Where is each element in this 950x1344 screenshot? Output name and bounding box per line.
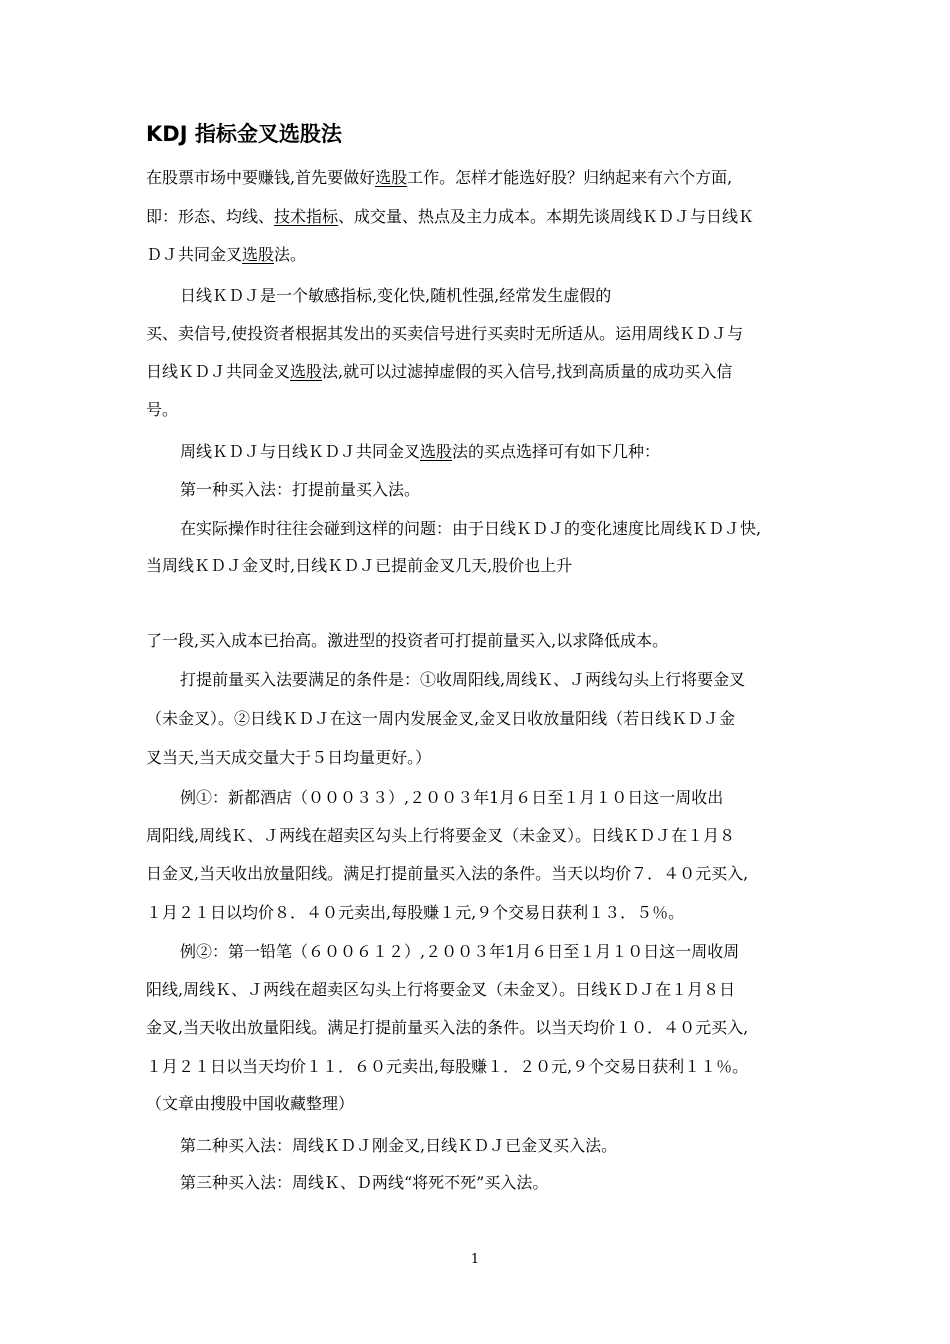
text-segment: 周线ＫＤＪ与日线ＫＤＪ共同金叉 <box>180 442 421 461</box>
text-segment: 在股票市场中要赚钱,首先要做好 <box>146 168 376 187</box>
text-segment: 即：形态、均线、 <box>146 207 275 226</box>
paragraph-line <box>146 1094 354 1114</box>
text-segment: 周阳线,周线Ｋ、Ｊ两线在超卖区勾头上行将要金叉（未金叉）。日线ＫＤＪ在１月８ <box>146 826 736 845</box>
paragraph-line <box>146 748 431 768</box>
text-segment: 第三种买入法：周线Ｋ、Ｄ两线“将死不死”买入法。 <box>180 1173 549 1192</box>
text-segment: 、成交量、热点及主力成本。本期先谈周线ＫＤＪ与日线Ｋ <box>338 207 755 226</box>
text-segment: 日金叉,当天收出放量阳线。满足打提前量买入法的条件。当天以均价７．４０元买入, <box>146 864 749 883</box>
text-segment: 例①：新都酒店（０００３３）,２００３年1月６日至１月１０日这一周收出 <box>180 788 724 807</box>
paragraph-line <box>146 631 668 651</box>
text-segment: 工作。怎样才能选好股？归纳起来有六个方面, <box>407 168 733 187</box>
underlined-link[interactable]: 选股 <box>242 245 275 264</box>
paragraph-line <box>146 980 735 1000</box>
text-segment: 法的买点选择可有如下几种： <box>452 442 661 461</box>
text-segment: 第一种买入法：打提前量买入法。 <box>180 480 421 499</box>
paragraph-line <box>180 286 611 306</box>
paragraph-line <box>146 903 684 923</box>
paragraph-line <box>180 1173 548 1193</box>
text-segment: 叉当天,当天成交量大于５日均量更好。） <box>146 748 432 767</box>
text-segment: 法。 <box>274 245 307 264</box>
paragraph-line <box>146 168 732 188</box>
paragraph-line <box>146 1018 748 1038</box>
paragraph-line <box>146 207 754 227</box>
text-segment: 打提前量买入法要满足的条件是：①收周阳线,周线Ｋ、Ｊ两线勾头上行将要金叉 <box>180 670 746 689</box>
underlined-link[interactable]: 选股 <box>375 168 408 187</box>
text-segment: 号。 <box>146 400 179 419</box>
text-segment: １月２１日以当天均价１１．６０元卖出,每股赚１．２０元,９个交易日获利１１％。 <box>146 1057 749 1076</box>
underlined-link[interactable]: 技术指标 <box>274 207 339 226</box>
text-segment: 法,就可以过滤掉虚假的买入信号,找到高质量的成功买入信 <box>322 362 733 381</box>
paragraph-line <box>180 442 660 462</box>
paragraph-line <box>146 324 743 344</box>
text-segment: ＤＪ共同金叉 <box>146 245 243 264</box>
underlined-link[interactable]: 选股 <box>290 362 323 381</box>
text-segment: 日线ＫＤＪ是一个敏感指标,变化快,随机性强,经常发生虚假的 <box>180 286 612 305</box>
paragraph-line <box>180 942 739 962</box>
paragraph-line <box>146 826 735 846</box>
paragraph-line <box>180 788 723 808</box>
underlined-link[interactable]: 选股 <box>420 442 453 461</box>
text-segment: 了一段,买入成本已抬高。激进型的投资者可打提前量买入,以求降低成本。 <box>146 631 669 650</box>
page-number: 1 <box>470 1252 480 1267</box>
paragraph-line <box>180 480 420 500</box>
text-segment: （未金叉）。②日线ＫＤＪ在这一周内发展金叉,金叉日收放量阳线（若日线ＫＤＪ金 <box>146 709 736 728</box>
paragraph-line <box>146 400 178 420</box>
text-segment: 买、卖信号,使投资者根据其发出的买卖信号进行买卖时无所适从。运用周线ＫＤＪ与 <box>146 324 744 343</box>
document-title: KDJ 指标金叉选股法 <box>146 122 342 146</box>
paragraph-line <box>180 519 761 539</box>
paragraph-line <box>146 864 748 884</box>
text-segment: 例②：第一铅笔（６００６１２）,２００３年1月６日至１月１０日这一周收周 <box>180 942 740 961</box>
text-segment: 金叉,当天收出放量阳线。满足打提前量买入法的条件。以当天均价１０．４０元买入, <box>146 1018 749 1037</box>
text-segment: 当周线ＫＤＪ金叉时,日线ＫＤＪ已提前金叉几天,股价也上升 <box>146 556 573 575</box>
text-segment: 日线ＫＤＪ共同金叉 <box>146 362 291 381</box>
text-segment: 在实际操作时往往会碰到这样的问题：由于日线ＫＤＪ的变化速度比周线ＫＤＪ快, <box>180 519 762 538</box>
text-segment: 阳线,周线Ｋ、Ｊ两线在超卖区勾头上行将要金叉（未金叉）。日线ＫＤＪ在１月８日 <box>146 980 736 999</box>
text-segment: 第二种买入法：周线ＫＤＪ刚金叉,日线ＫＤＪ已金叉买入法。 <box>180 1136 618 1155</box>
paragraph-line <box>146 1057 748 1077</box>
text-segment: （文章由搜股中国收藏整理） <box>146 1094 355 1113</box>
paragraph-line <box>146 245 306 265</box>
paragraph-line <box>146 556 572 576</box>
paragraph-line <box>146 709 735 729</box>
text-segment: １月２１日以均价８．４０元卖出,每股赚１元,９个交易日获利１３．５％。 <box>146 903 685 922</box>
paragraph-line <box>180 670 745 690</box>
paragraph-line <box>180 1136 617 1156</box>
paragraph-line <box>146 362 732 382</box>
